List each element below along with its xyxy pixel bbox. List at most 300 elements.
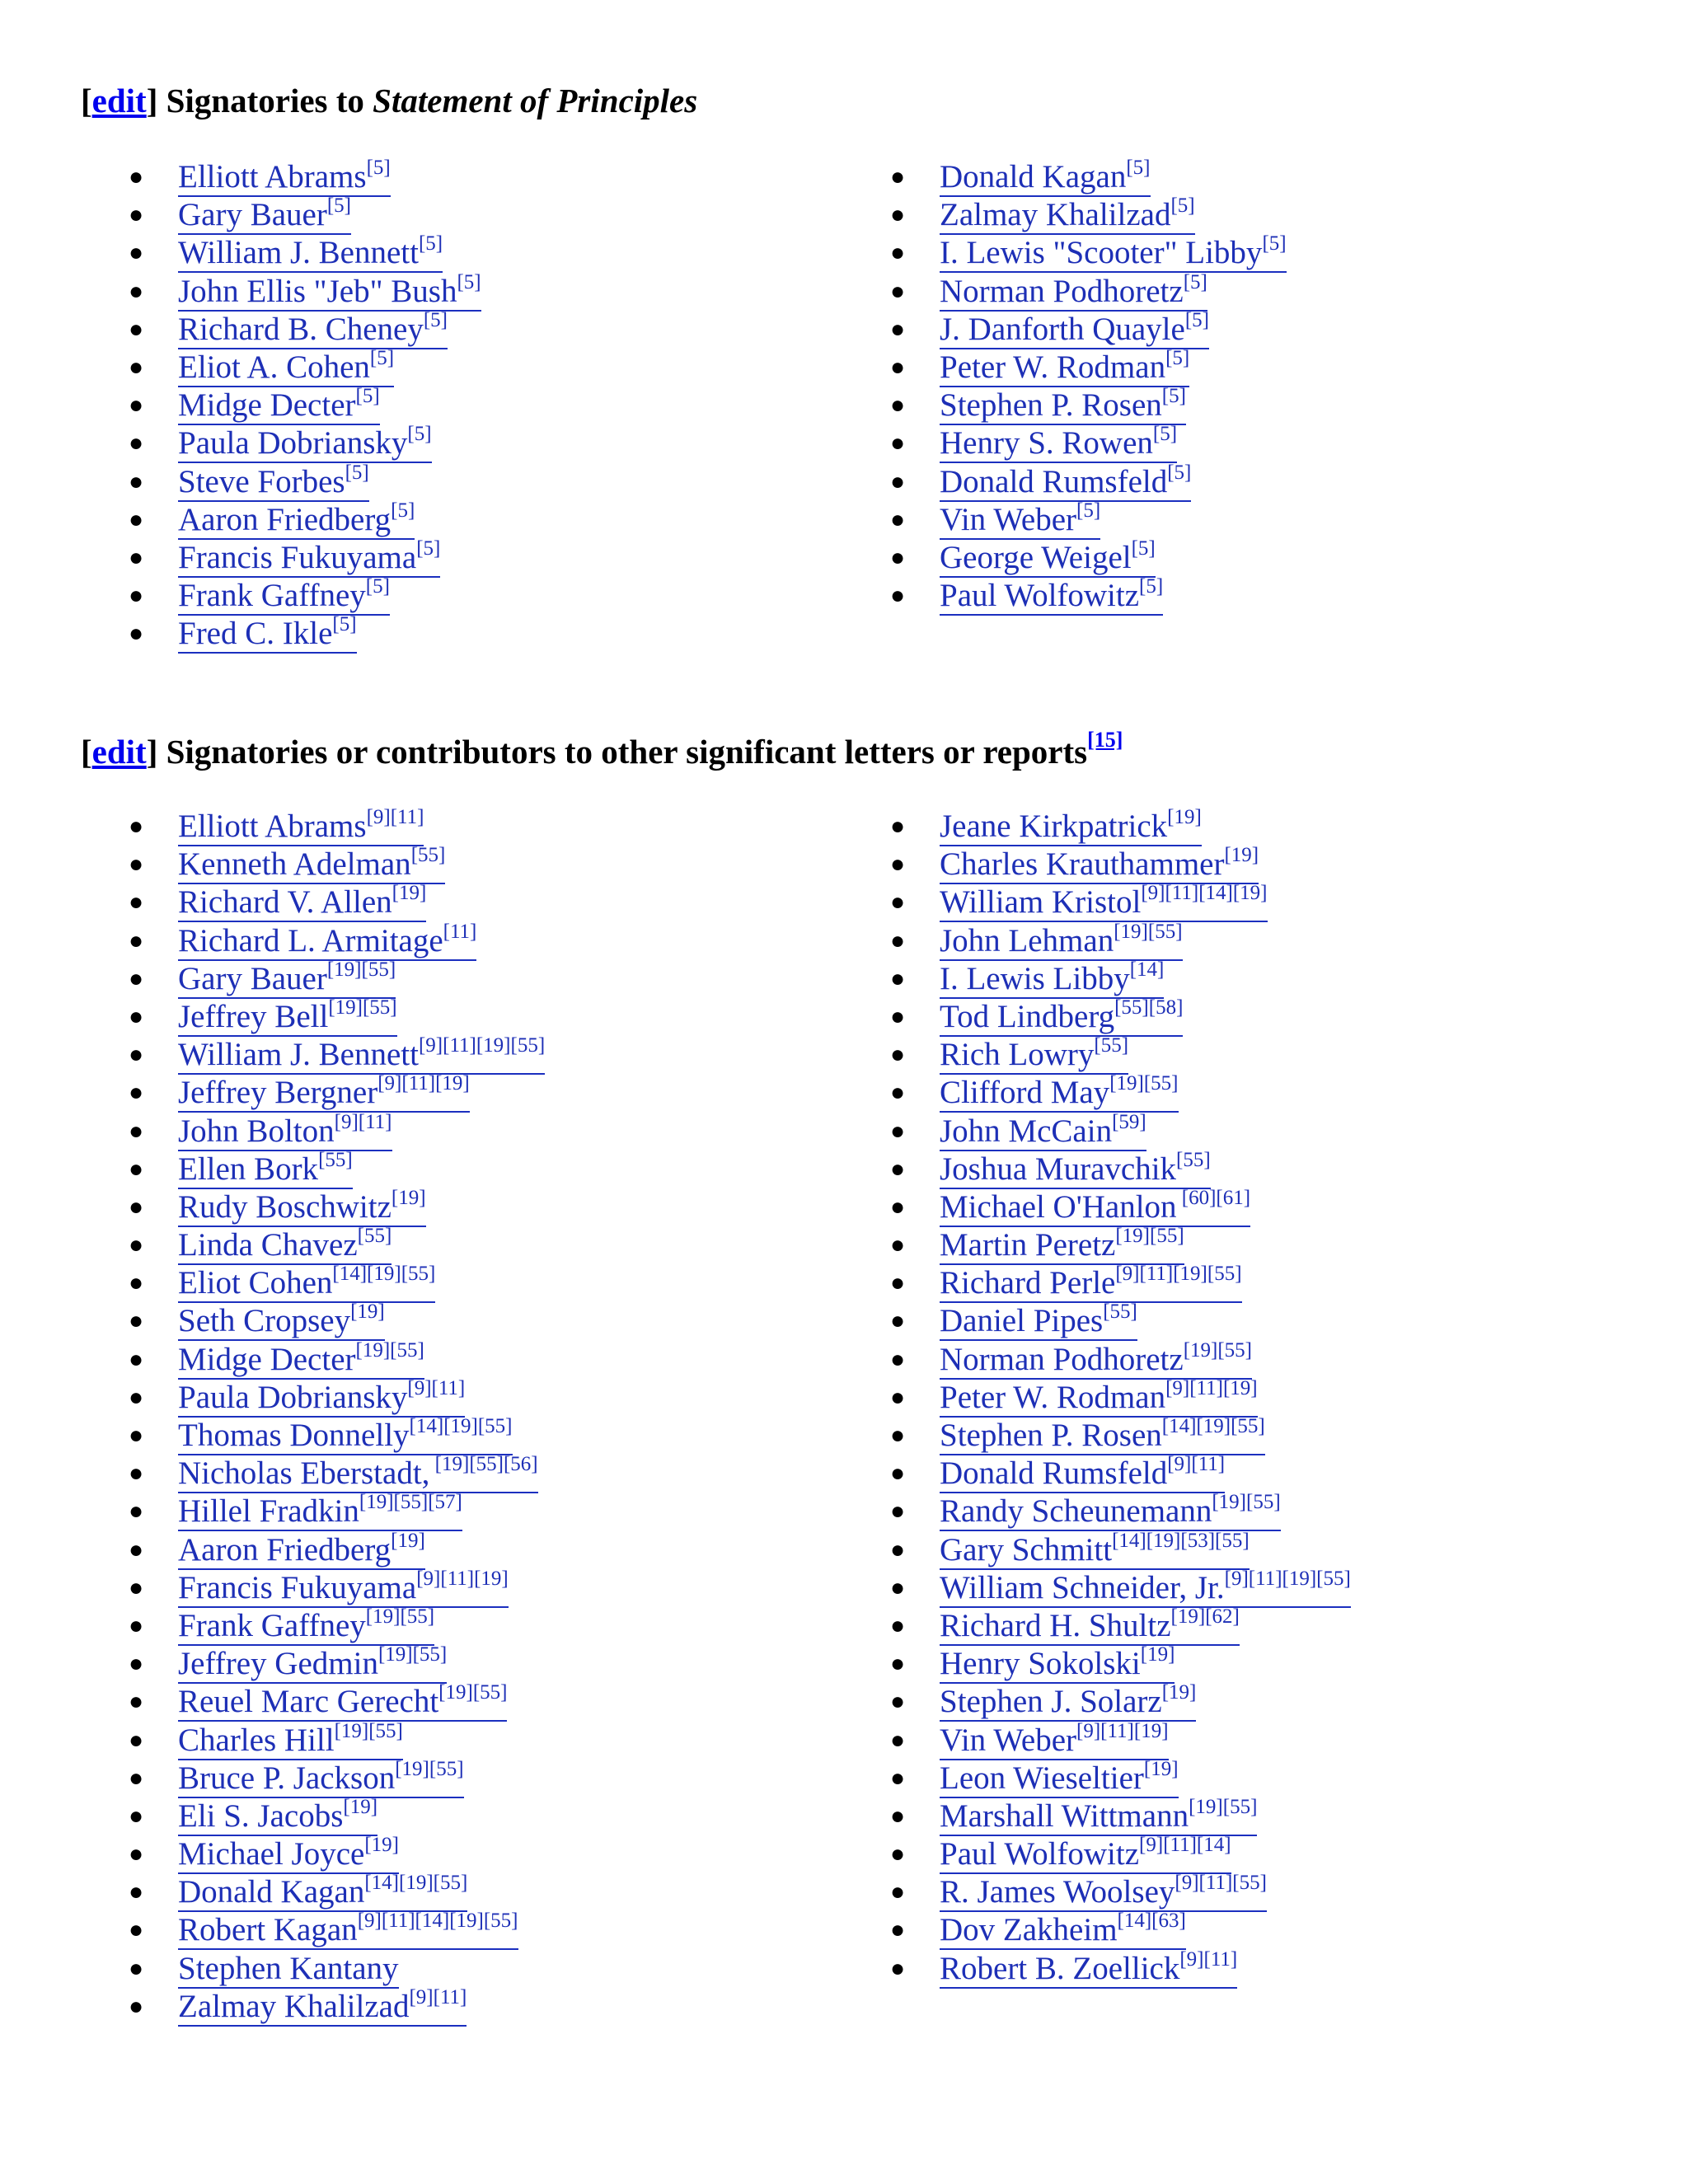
reference-marks[interactable]: [5]: [1076, 499, 1101, 522]
person-link[interactable]: [178, 1148, 353, 1189]
reference-marks[interactable]: [9][11][19][55]: [418, 1034, 546, 1057]
reference-marks[interactable]: [19][55][56]: [429, 1453, 538, 1476]
reference-marks[interactable]: [11]: [443, 920, 477, 943]
reference-marks[interactable]: [5]: [1126, 157, 1151, 179]
person-link[interactable]: [178, 1874, 467, 1912]
signatories-list-left: [129, 157, 481, 653]
bullet-icon: ●: [890, 1460, 906, 1488]
person-name: Richard L. Armitage: [178, 922, 443, 958]
list-item: [129, 996, 545, 1036]
bullet-icon: ●: [129, 1992, 144, 2020]
reference-marks[interactable]: [55]: [1103, 1301, 1137, 1324]
reference-marks[interactable]: [9][11]: [366, 806, 424, 828]
reference-marks[interactable]: [19][55]: [438, 1681, 508, 1704]
list-item: [890, 1491, 1351, 1530]
reference-marks[interactable]: [19][55]: [377, 1643, 448, 1666]
bullet-icon: ●: [129, 1269, 144, 1297]
reference-marks[interactable]: [19][55]: [1183, 1338, 1252, 1361]
person-link[interactable]: [940, 1148, 1211, 1189]
person-link[interactable]: [178, 1681, 508, 1722]
reference-marks[interactable]: [5]: [1262, 232, 1287, 255]
person-link[interactable]: [940, 1719, 1169, 1760]
reference-marks[interactable]: [55]: [318, 1148, 353, 1171]
person-link[interactable]: [940, 346, 1190, 387]
person-link[interactable]: [940, 387, 1186, 425]
list-item: [129, 157, 481, 196]
person-name: Thomas Donnelly: [178, 1418, 410, 1453]
list-item: [890, 1376, 1351, 1417]
list-item: [890, 1643, 1351, 1683]
list-item: [890, 232, 1287, 272]
list-item: [890, 920, 1351, 960]
reference-marks[interactable]: [14][19][55]: [364, 1872, 468, 1895]
reference-marks[interactable]: [5]: [1184, 308, 1209, 331]
person-name: George Weigel: [940, 539, 1132, 575]
reference-marks[interactable]: [5]: [369, 346, 395, 369]
list-item: [890, 806, 1351, 846]
reference-marks[interactable]: [19][55]: [1114, 920, 1183, 943]
list-item: [129, 1681, 545, 1721]
list-item: [890, 1757, 1351, 1797]
person-link[interactable]: [178, 387, 380, 425]
bullet-icon: ●: [890, 1878, 906, 1906]
person-link[interactable]: [178, 1227, 392, 1265]
list-item: [890, 575, 1287, 615]
reference-marks[interactable]: [9][11]: [407, 1376, 466, 1399]
bullet-icon: ●: [129, 239, 144, 267]
person-name: Elliott Abrams: [178, 159, 367, 194]
person-link[interactable]: [940, 808, 1202, 846]
person-name: Hillel Fradkin: [178, 1493, 359, 1530]
reference-marks[interactable]: [19]: [343, 1795, 378, 1818]
list-item: [129, 1834, 545, 1873]
reference-marks[interactable]: [19][55]: [334, 1719, 403, 1742]
person-link[interactable]: [940, 1072, 1179, 1113]
person-link[interactable]: [940, 1493, 1281, 1531]
person-link[interactable]: [178, 1110, 392, 1151]
person-link[interactable]: [178, 270, 481, 312]
person-link[interactable]: [940, 1034, 1129, 1075]
person-link[interactable]: [940, 1415, 1265, 1455]
person-name: Eli S. Jacobs: [178, 1797, 344, 1834]
bullet-icon: ●: [890, 1688, 906, 1716]
reference-marks[interactable]: [19]: [350, 1301, 385, 1324]
person-name: Elliott Abrams: [178, 808, 367, 844]
bullet-icon: ●: [890, 391, 906, 419]
reference-marks[interactable]: [9][11]: [334, 1110, 392, 1133]
reference-marks[interactable]: [19]: [364, 1834, 399, 1857]
person-link[interactable]: [940, 996, 1184, 1037]
person-name: John Bolton: [178, 1113, 335, 1149]
bullet-icon: ●: [890, 1193, 906, 1221]
reference-marks[interactable]: [5]: [1139, 575, 1164, 598]
bullet-icon: ●: [129, 1650, 144, 1678]
person-name: Jeane Kirkpatrick: [940, 808, 1168, 844]
section-heading-other-letters: [edit] Signatories or contributors to other significant letters or reports[15]: [81, 728, 1123, 771]
person-link[interactable]: [178, 1836, 399, 1874]
person-name: Marshall Wittmann: [940, 1797, 1189, 1834]
reference-marks[interactable]: [9][11][14][19][55]: [357, 1910, 518, 1933]
reference-marks[interactable]: [19]: [1167, 806, 1202, 828]
person-link[interactable]: [178, 808, 424, 846]
signatories-list-right: [890, 157, 1287, 615]
person-name: Eliot A. Cohen: [178, 349, 370, 385]
reference-marks[interactable]: [5]: [423, 308, 448, 331]
reference-marks[interactable]: [5]: [332, 613, 357, 636]
person-link[interactable]: [940, 884, 1268, 922]
reference-marks[interactable]: [9][11][19]: [377, 1072, 470, 1095]
person-link[interactable]: [940, 1912, 1186, 1950]
bullet-icon: ●: [890, 163, 906, 190]
person-link[interactable]: [178, 1529, 425, 1570]
person-link[interactable]: [178, 1795, 378, 1836]
person-link[interactable]: [940, 308, 1209, 349]
person-name: J. Danforth Quayle: [940, 311, 1185, 347]
bullet-icon: ●: [129, 163, 144, 190]
reference-marks[interactable]: [5]: [1183, 270, 1207, 293]
person-name: Vin Weber: [940, 1722, 1076, 1758]
bullet-icon: ●: [890, 1041, 906, 1069]
person-link[interactable]: [178, 1912, 518, 1950]
reference-marks[interactable]: [9][11][14]: [1139, 1834, 1231, 1857]
reference-marks[interactable]: [55][58]: [1114, 996, 1184, 1019]
reference-marks[interactable]: [19]: [392, 882, 427, 905]
person-link[interactable]: [178, 958, 396, 999]
bullet-icon: ●: [129, 1954, 144, 1982]
list-item: [890, 882, 1351, 921]
bullet-icon: ●: [890, 813, 906, 840]
reference-marks[interactable]: [9][11][19]: [416, 1567, 509, 1590]
bullet-icon: ●: [129, 1840, 144, 1868]
reference-marks[interactable]: [5]: [1152, 423, 1178, 446]
person-link[interactable]: [178, 1493, 462, 1531]
bullet-icon: ●: [129, 429, 144, 457]
reference-marks[interactable]: [5]: [1167, 461, 1192, 484]
person-link[interactable]: [178, 159, 391, 197]
person-link[interactable]: [178, 1265, 435, 1303]
list-item: [890, 1338, 1351, 1379]
person-link[interactable]: [940, 1303, 1137, 1341]
list-item: [129, 385, 481, 424]
reference-marks[interactable]: [19]: [391, 1186, 426, 1209]
reference-marks[interactable]: [19][55]: [1212, 1491, 1281, 1514]
person-link[interactable]: [940, 232, 1287, 273]
reference-marks[interactable]: [5]: [416, 537, 441, 560]
reference-marks[interactable]: [19]: [391, 1529, 425, 1552]
reference-marks[interactable]: [14]: [1129, 958, 1165, 981]
list-item: [129, 882, 545, 921]
person-link[interactable]: [178, 425, 432, 463]
reference-marks[interactable]: [5]: [326, 194, 351, 218]
bullet-icon: ●: [890, 888, 906, 916]
person-link[interactable]: [178, 346, 395, 387]
reference-marks[interactable]: [19][55]: [365, 1605, 435, 1628]
person-link[interactable]: [178, 996, 397, 1037]
bullet-icon: ●: [890, 1307, 906, 1335]
person-name: Aaron Friedberg: [178, 1531, 392, 1568]
person-link[interactable]: [178, 1186, 426, 1227]
list-item: [890, 1225, 1351, 1264]
list-item: [890, 499, 1287, 539]
reference-marks[interactable]: [19][62]: [1170, 1605, 1240, 1628]
reference-marks[interactable]: [55]: [357, 1225, 392, 1248]
bullet-icon: ●: [129, 620, 144, 648]
bullet-icon: ●: [129, 1611, 144, 1639]
person-link[interactable]: [940, 1529, 1250, 1570]
reference-marks[interactable]: [59]: [1112, 1110, 1146, 1133]
bullet-icon: ●: [129, 1193, 144, 1221]
bullet-icon: ●: [129, 1231, 144, 1259]
person-link[interactable]: [178, 1757, 464, 1798]
list-item: [129, 1567, 545, 1607]
reference-marks[interactable]: [19]: [1161, 1681, 1197, 1704]
bullet-icon: ●: [129, 1345, 144, 1373]
person-name: Francis Fukuyama: [178, 539, 417, 575]
person-link[interactable]: [178, 1415, 513, 1455]
person-link[interactable]: [178, 846, 445, 884]
bullet-icon: ●: [890, 582, 906, 610]
reference-marks[interactable]: [19][55]: [355, 1338, 424, 1361]
person-link[interactable]: [940, 537, 1156, 578]
person-name: Joshua Muravchik: [940, 1151, 1177, 1187]
person-link[interactable]: [178, 1338, 424, 1380]
person-link[interactable]: [940, 1605, 1240, 1646]
person-link[interactable]: [940, 1795, 1258, 1836]
person-link[interactable]: [178, 1376, 466, 1418]
list-item: [129, 1415, 545, 1455]
bullet-icon: ●: [890, 239, 906, 267]
reference-marks[interactable]: [19][55]: [1115, 1225, 1184, 1248]
reference-marks[interactable]: [9][11][14][19]: [1141, 882, 1268, 905]
reference-marks[interactable]: [9][11]: [1179, 1947, 1238, 1971]
reference-marks[interactable]: [19]: [1143, 1757, 1179, 1780]
person-name: Fred C. Ikle: [178, 616, 333, 652]
bullet-icon: ●: [890, 1764, 906, 1792]
reference-marks[interactable]: [5]: [345, 461, 369, 484]
list-item: [129, 1529, 545, 1569]
person-link[interactable]: [178, 499, 415, 540]
reference-marks[interactable]: [5]: [1131, 537, 1156, 560]
person-name: Zalmay Khalilzad: [178, 1988, 410, 2024]
person-link[interactable]: [940, 159, 1151, 197]
person-link[interactable]: [940, 499, 1101, 540]
reference-marks[interactable]: [19]: [1140, 1643, 1175, 1666]
reference-marks[interactable]: [5]: [418, 232, 443, 255]
bullet-icon: ●: [129, 1916, 144, 1944]
list-item: [129, 1301, 545, 1340]
list-item: [890, 1110, 1351, 1151]
reference-marks[interactable]: [9][11]: [409, 1985, 467, 2008]
reference-marks[interactable]: [5]: [1170, 194, 1195, 218]
person-link[interactable]: [940, 1567, 1351, 1608]
reference-marks[interactable]: [19][55]: [1189, 1795, 1258, 1818]
bullet-icon: ●: [890, 1840, 906, 1868]
list-item: [890, 1263, 1351, 1302]
reference-marks[interactable]: [14][19][55]: [409, 1415, 513, 1437]
reference-marks[interactable]: [55]: [1176, 1148, 1211, 1171]
person-link[interactable]: [178, 1985, 467, 2027]
person-link[interactable]: [178, 1951, 399, 1989]
person-link[interactable]: [178, 1605, 435, 1646]
reference-marks[interactable]: [55]: [1094, 1034, 1129, 1057]
person-link[interactable]: [940, 461, 1192, 502]
person-name: Paula Dobriansky: [178, 425, 408, 462]
person-link[interactable]: [940, 1376, 1258, 1418]
person-link[interactable]: [940, 1836, 1231, 1874]
reference-marks[interactable]: [60][61]: [1176, 1186, 1251, 1209]
person-link[interactable]: [178, 884, 426, 922]
person-link[interactable]: [940, 1757, 1179, 1798]
bullet-icon: ●: [890, 201, 906, 229]
bullet-icon: ●: [890, 1954, 906, 1982]
person-link[interactable]: [940, 1110, 1146, 1151]
list-item: [129, 1795, 545, 1835]
list-item: [129, 1034, 546, 1074]
list-item: [890, 996, 1351, 1036]
person-name: Nicholas Eberstadt,: [178, 1455, 430, 1492]
bullet-icon: ●: [129, 1041, 144, 1069]
bullet-icon: ●: [890, 1079, 906, 1107]
person-link[interactable]: [178, 308, 448, 349]
edit-link[interactable]: edit: [91, 733, 147, 771]
person-name: Midge Decter: [178, 1341, 356, 1377]
list-item: [890, 1529, 1351, 1569]
list-item: [129, 575, 481, 615]
person-link[interactable]: [178, 1034, 546, 1075]
person-link[interactable]: [940, 1681, 1197, 1722]
person-link[interactable]: [940, 1338, 1252, 1380]
person-link[interactable]: [940, 575, 1164, 616]
reference-marks[interactable]: [9][11][19]: [1165, 1376, 1258, 1399]
person-link[interactable]: [178, 920, 477, 961]
person-link[interactable]: [940, 1227, 1184, 1265]
reference-link[interactable]: [15]: [1087, 728, 1123, 752]
bullet-icon: ●: [129, 813, 144, 840]
reference-marks[interactable]: [9][11]: [1167, 1453, 1226, 1476]
list-item: [129, 1263, 545, 1302]
reference-marks[interactable]: [19][55]: [395, 1757, 464, 1780]
list-item: [890, 270, 1287, 311]
reference-marks[interactable]: [9][11][19][55]: [1224, 1567, 1351, 1590]
person-link[interactable]: [940, 194, 1195, 235]
person-link[interactable]: [940, 846, 1259, 884]
person-link[interactable]: [178, 1072, 470, 1113]
list-item: [890, 1567, 1351, 1607]
bullet-icon: ●: [890, 1345, 906, 1373]
reference-marks[interactable]: [19][55][57]: [359, 1491, 462, 1514]
bullet-icon: ●: [129, 391, 144, 419]
reference-marks[interactable]: [19][55]: [326, 958, 396, 981]
reference-marks[interactable]: [14][19][55]: [1161, 1415, 1265, 1437]
person-name: Francis Fukuyama: [178, 1569, 417, 1605]
list-item: [129, 346, 481, 387]
person-link[interactable]: [940, 270, 1207, 312]
person-link[interactable]: [178, 575, 390, 616]
person-link[interactable]: [178, 1455, 538, 1493]
list-item: [129, 1338, 545, 1379]
person-link[interactable]: [178, 194, 351, 235]
person-name: Steve Forbes: [178, 463, 345, 499]
reference-marks[interactable]: [9][11][19][55]: [1115, 1263, 1242, 1286]
reference-marks[interactable]: [5]: [366, 157, 391, 179]
list-item: [890, 1301, 1351, 1340]
edit-link[interactable]: edit: [91, 82, 147, 120]
reference-marks[interactable]: [55]: [410, 844, 446, 867]
person-link[interactable]: [178, 232, 443, 273]
person-link[interactable]: [940, 1455, 1225, 1493]
person-link[interactable]: [178, 1303, 385, 1341]
person-link[interactable]: [178, 1567, 509, 1608]
person-link[interactable]: [178, 461, 369, 502]
heading-text: Signatories to: [166, 82, 373, 120]
reference-marks[interactable]: [9][11][19]: [1076, 1719, 1169, 1742]
reference-marks[interactable]: [5]: [355, 385, 380, 408]
reference-marks[interactable]: [5]: [1161, 385, 1186, 408]
bullet-icon: ●: [890, 543, 906, 571]
person-link[interactable]: [940, 1947, 1238, 1989]
person-name: Vin Weber: [940, 501, 1076, 537]
list-item: [890, 1034, 1351, 1074]
person-link[interactable]: [178, 537, 441, 578]
person-link[interactable]: [178, 613, 357, 654]
person-name: Zalmay Khalilzad: [940, 197, 1171, 233]
reference-marks[interactable]: [14][19][55]: [332, 1263, 436, 1286]
bullet-icon: ●: [890, 1269, 906, 1297]
bullet-icon: ●: [129, 1079, 144, 1107]
reference-marks[interactable]: [19][55]: [328, 996, 397, 1019]
list-item: [129, 1186, 545, 1226]
bullet-icon: ●: [129, 851, 144, 879]
reference-marks[interactable]: [5]: [457, 270, 481, 293]
list-item: [890, 194, 1287, 234]
person-link[interactable]: [940, 1265, 1242, 1303]
bullet-icon: ●: [129, 1155, 144, 1183]
person-link[interactable]: [940, 1186, 1251, 1227]
bullet-icon: ●: [890, 1155, 906, 1183]
reference-marks[interactable]: [19]: [1224, 844, 1259, 867]
reference-marks[interactable]: [5]: [391, 499, 415, 522]
bullet-icon: ●: [890, 1497, 906, 1526]
list-item: [129, 806, 545, 846]
bullet-icon: ●: [890, 1573, 906, 1601]
person-link[interactable]: [940, 1643, 1175, 1684]
reference-marks[interactable]: [19][55]: [1109, 1072, 1179, 1095]
person-name: Michael Joyce: [178, 1836, 365, 1872]
list-item: [890, 958, 1351, 998]
bullet-icon: ●: [890, 315, 906, 343]
list-item: [129, 308, 481, 349]
reference-marks[interactable]: [9][11][55]: [1175, 1872, 1267, 1895]
person-link[interactable]: [940, 1874, 1267, 1912]
person-link[interactable]: [178, 1719, 403, 1760]
person-link[interactable]: [940, 425, 1177, 463]
list-item: [129, 1985, 545, 2026]
list-item: [890, 157, 1287, 196]
person-link[interactable]: [940, 920, 1183, 961]
reference-marks[interactable]: [5]: [1165, 346, 1190, 369]
reference-marks[interactable]: [5]: [407, 423, 432, 446]
person-link[interactable]: [940, 958, 1165, 999]
reference-marks[interactable]: [5]: [365, 575, 390, 598]
reference-marks[interactable]: [14][19][53][55]: [1112, 1529, 1250, 1552]
list-item: [890, 308, 1287, 349]
list-item: [890, 1910, 1351, 1949]
reference-marks[interactable]: [14][63]: [1117, 1910, 1186, 1933]
list-item: [129, 1072, 545, 1112]
person-name: Rich Lowry: [940, 1037, 1095, 1073]
person-link[interactable]: [178, 1643, 448, 1684]
bullet-icon: ●: [890, 353, 906, 381]
